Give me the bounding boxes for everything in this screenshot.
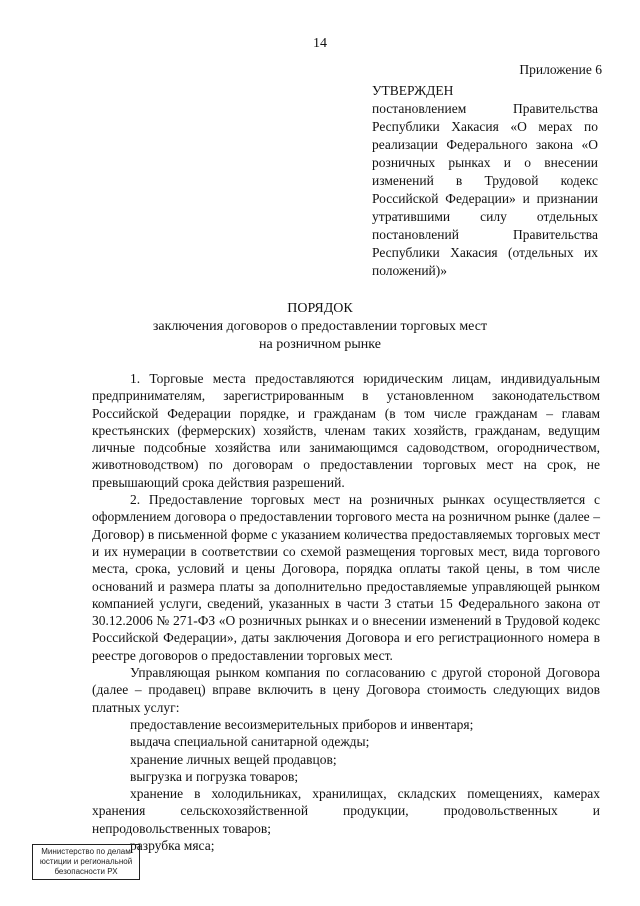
- service-item: предоставление весоизмерительных приборов и инвентаря;: [130, 716, 474, 732]
- stamp-line-2: юстиции и региональной: [39, 857, 133, 866]
- paragraph-3: Управляющая рынком компания по согласованию с другой стороной Договора (далее – продавец) вправе включить в цену Договора стоимость следующих видов платных услуг:: [92, 665, 600, 715]
- ministry-stamp: [32, 844, 140, 880]
- document-body: [92, 370, 600, 854]
- approval-heading: УТВЕРЖДЕН: [372, 83, 454, 98]
- services-list: [92, 716, 600, 854]
- service-item: хранение личных вещей продавцов;: [130, 751, 337, 767]
- service-item: хранение в холодильниках, хранилищах, складских помещениях, камерах хранения сельскохозяйственной продукции, продовольственных и непродовольственных товаров;: [92, 786, 600, 836]
- stamp-line-1: Министерство по делам: [41, 847, 131, 856]
- document-title: [0, 300, 640, 354]
- title-line-1: заключения договоров о предоставлении торговых мест: [152, 319, 488, 334]
- approval-block: [372, 82, 598, 280]
- service-item: выгрузка и погрузка товаров;: [130, 768, 299, 784]
- appendix-label: Приложение 6: [519, 62, 602, 77]
- stamp-line-3: безопасности РХ: [54, 867, 118, 876]
- paragraph-2: 2. Предоставление торговых мест на розничных рынках осуществляется с оформлением договора о предоставлении торгового места на розничном рынке (далее – Договор) в письменной форме с указанием количества предоставляемых торговых мест и их нумерации в соответствии со схемой размещения торговых мест, вида торгового места, срока, условий и цены Договора, порядка оплаты такой цены, в том числе оснований и размера платы за дополнительно предоставляемые управляющей рынком компанией услуги, сведений, указанных в части 3 статьи 15 Федерального закона от 30.12.2006 № 271-ФЗ «О розничных рынках и о внесении изменений в Трудовой кодекс Российской Федерации», даты заключения Договора и его регистрационного номера в реестре договоров о предоставлении торговых мест.: [92, 492, 600, 663]
- approval-text: постановлением Правительства Республики Хакасия «О мерах по реализации Федерального закона «О розничных рынках и о внесении изменений в Трудовой кодекс Российской Федерации» и признании утратившими силу отдельных постановлений Правительства Республики Хакасия (отдельных их положений)»: [372, 101, 598, 278]
- service-item: выдача специальной санитарной одежды;: [130, 734, 370, 750]
- paragraph-1: 1. Торговые места предоставляются юридическим лицам, индивидуальным предпринимателям, зарегистрированным в установленном законодательством Российской Федерации порядке, и гражданам (в том числе гражданам – главам крестьянских (фермерских) хозяйств, членам таких хозяйств, гражданам, ведущим личные подсобные хозяйства или занимающимся садоводством, огородничеством, животноводством) по договорам о предоставлении торговых мест на срок, не превышающий срока действия разрешений.: [92, 371, 600, 490]
- title-line-2: на розничном рынке: [259, 337, 381, 352]
- title-main: ПОРЯДОК: [287, 301, 353, 316]
- page-number: 14: [313, 36, 327, 51]
- service-item: разрубка мяса;: [130, 838, 215, 854]
